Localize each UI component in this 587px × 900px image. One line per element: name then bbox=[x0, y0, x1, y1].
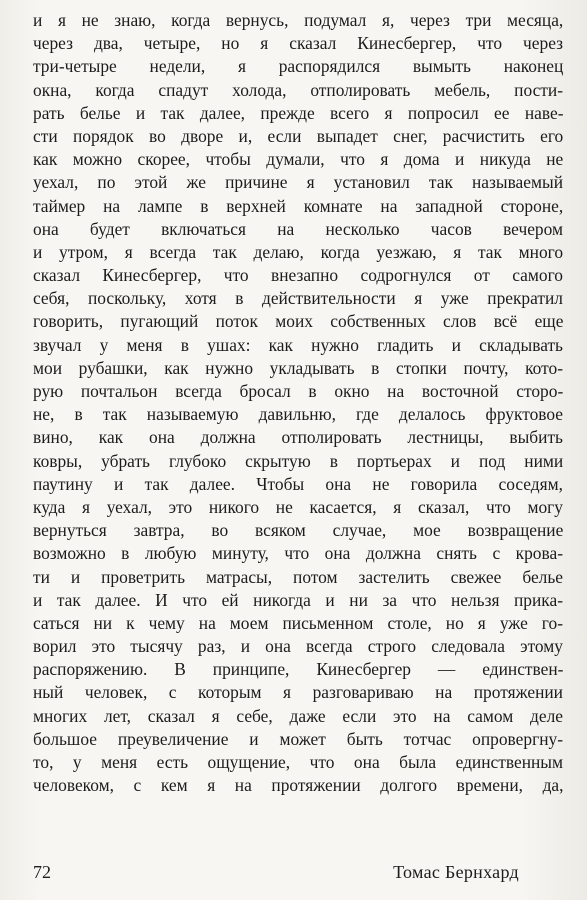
text-line: звучал у меня в ушах: как нужно гладить и складывать bbox=[33, 334, 563, 355]
text-line: ный человек, с которым я разговариваю на протяжении bbox=[33, 682, 563, 703]
text-line: то, у меня есть ощущение, что она была единственным bbox=[33, 752, 563, 772]
text-line: человеком, с кем я на протяжении долгого времени, да, bbox=[33, 775, 564, 796]
text-line: и так далее. И что ей никогда и ни за что нельзя прика- bbox=[33, 589, 563, 610]
text-line: не, в так называемую давильню, где делалось фруктовое bbox=[33, 404, 563, 425]
text-line: уехал, по этой же причине я установил так называемый bbox=[33, 172, 563, 193]
text-line: рать белье и так далее, прежде всего я попросил ее наве- bbox=[33, 102, 564, 123]
text-line: окна, когда спадут холода, отполировать мебель, пости- bbox=[33, 79, 563, 100]
text-line: себя, поскольку, хотя в действительности я уже прекратил bbox=[33, 288, 563, 309]
page-footer bbox=[33, 858, 519, 886]
text-line: мои рубашки, как нужно укладывать в стопки почту, кото- bbox=[33, 357, 563, 378]
text-line: ти и проветрить матрасы, потом застелить свежее белье bbox=[33, 566, 563, 587]
text-line: вино, как она должна отполировать лестницы, выбить bbox=[33, 427, 563, 448]
text-line: таймер на лампе в верхней комнате на западной стороне, bbox=[33, 195, 564, 216]
text-line: через два, четыре, но я сказал Кинесбергер, что через bbox=[33, 33, 563, 54]
text-line: три-четыре недели, я распорядился вымыть наконец bbox=[33, 56, 564, 77]
text-line: куда я уехал, это никого не касается, я сказал, что могу bbox=[33, 496, 563, 517]
text-line: ковры, убрать глубоко скрытую в портьерах и под ними bbox=[33, 450, 564, 471]
text-line: большое преувеличение и может быть тотчас опровергну- bbox=[33, 728, 563, 749]
page-number: 72 bbox=[33, 862, 51, 882]
text-line: сти порядок во дворе и, если выпадет снег, расчистить его bbox=[33, 125, 564, 146]
text-line: сказал Кинесбергер, что внезапно содрогнулся от самого bbox=[33, 265, 563, 286]
body-text bbox=[33, 9, 563, 797]
text-line: рую почтальон всегда бросал в окно на восточной сторо- bbox=[33, 381, 564, 401]
text-line: многих лет, сказал я себе, даже если это на самом деле bbox=[33, 705, 563, 726]
text-line: вернуться завтра, во всяком случае, мое возвращение bbox=[33, 520, 564, 541]
text-line: как можно скорее, чтобы думали, что я дома и никуда не bbox=[33, 149, 564, 170]
text-line: паутину и так далее. Чтобы она не говорила соседям, bbox=[33, 473, 563, 494]
text-line: саться ни к чему на моем письменном столе, но я уже го- bbox=[33, 612, 563, 633]
text-line: говорить, пугающий поток моих собственных слов всё еще bbox=[33, 311, 564, 332]
text-line: возможно в любую минуту, что она должна снять с крова- bbox=[33, 543, 563, 564]
text-line: ворил это тысячу раз, и она всегда строго следовала этому bbox=[33, 636, 563, 657]
text-line: и утром, я всегда так делаю, когда уезжаю, я так много bbox=[33, 241, 564, 262]
author-name: Томас Бернхард bbox=[393, 862, 519, 882]
text-line: распоряжению. В принципе, Кинесбергер — единствен- bbox=[33, 659, 564, 680]
text-line: она будет включаться на несколько часов вечером bbox=[33, 218, 563, 239]
text-line: и я не знаю, когда вернусь, подумал я, через три месяца, bbox=[33, 10, 564, 30]
